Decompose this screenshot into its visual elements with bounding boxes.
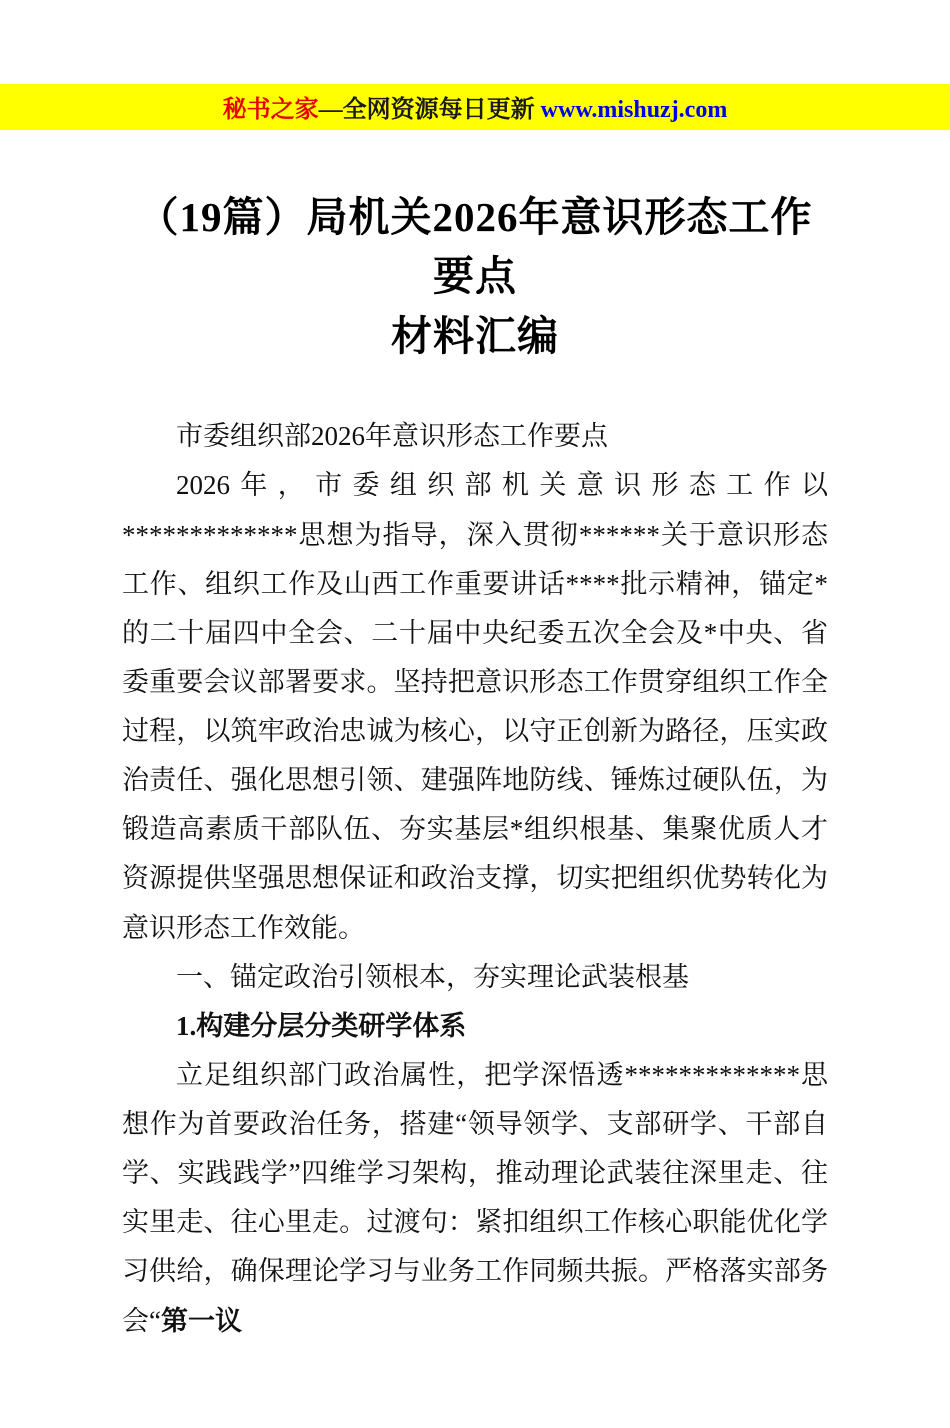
subsection-heading: 1.构建分层分类研学体系: [176, 1010, 467, 1041]
site-tagline: —全网资源每日更新: [318, 97, 541, 123]
site-name: 秘书之家: [222, 97, 319, 123]
document-title: [122, 188, 828, 366]
title-line-1: （19篇）局机关2026年意识形态工作要点: [137, 194, 813, 300]
site-banner: [0, 84, 950, 130]
paragraph-body-bold-tail: 第一议: [160, 1305, 242, 1336]
paragraph-subtitle: 市委组织部2026年意识形态工作要点: [176, 421, 608, 452]
document-page: [0, 188, 950, 1346]
paragraph-body-text: 立足组织部门政治属性，把学深悟透*************思想作为首要政治任务，搭建“领导领学、支部研学、干部自学、实践践学”四维学习架构，推动理论武装往深里走、往实里走、往心里走。过渡句：紧扣组织工作核心职能优化学习供给，确保理论学习与业务工作同频共振。严格落实部务会“: [122, 1059, 828, 1336]
paragraph-body: [122, 1051, 828, 1346]
document-body: [122, 412, 828, 1345]
title-line-2: 材料汇编: [391, 312, 559, 359]
section-heading: 一、锚定政治引领根本，夯实理论武装根基: [176, 961, 689, 992]
paragraph-intro: 2026年，市委组织部机关意识形态工作以*************思想为指导，深入贯彻******关于意识形态工作、组织工作及山西工作重要讲话****批示精神，锚定*的二十届四中全会、二十届中央纪委五次全会及*中央、省委重要会议部署要求。坚持把意识形态工作贯穿组织工作全过程，以筑牢政治忠诚为核心，以守正创新为路径，压实政治责任、强化思想引领、建强阵地防线、锤炼过硬队伍，为锻造高素质干部队伍、夯实基层*组织根基、集聚优质人才资源提供坚强思想保证和政治支撑，切实把组织优势转化为意识形态工作效能。: [122, 470, 828, 943]
site-url-link[interactable]: www.mishuzj.com: [540, 97, 728, 123]
